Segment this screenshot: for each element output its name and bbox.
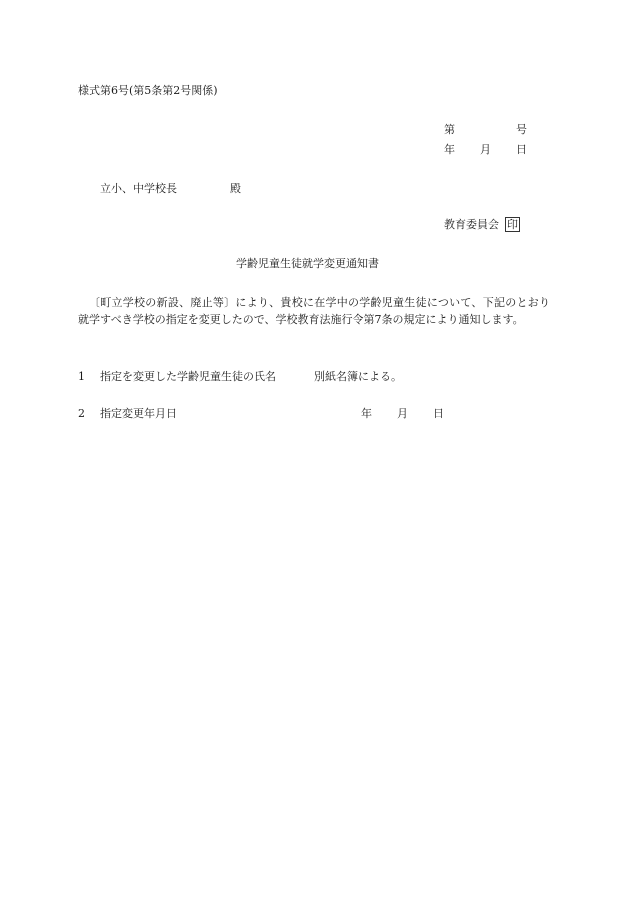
document-number — [444, 122, 544, 142]
change-date-year: 年 — [361, 407, 372, 420]
issue-date-month: 月 — [480, 143, 491, 156]
sender — [444, 217, 520, 232]
change-date-month: 月 — [397, 407, 408, 420]
document-title: 学齢児童生徒就学変更通知書 — [236, 257, 379, 270]
change-date-day: 日 — [433, 407, 444, 420]
addressee — [100, 181, 241, 196]
issue-date-day: 日 — [516, 143, 527, 156]
addressee-name: 立小、中学校長 — [100, 182, 177, 195]
document-number-suffix: 号 — [516, 123, 527, 136]
list-item — [78, 406, 558, 421]
document-number-date-block — [444, 122, 544, 162]
form-number: 様式第6号(第5条第2号関係) — [78, 84, 218, 97]
issue-date-year: 年 — [444, 143, 455, 156]
sender-name: 教育委員会 — [444, 218, 499, 231]
body-paragraph: 〔町立学校の新設、廃止等〕により、貴校に在学中の学齢児童生徒について、下記のとおり就学すべき学校の指定を変更したので、学校教育法施行令第7条の規定により通知します。 — [78, 296, 550, 326]
addressee-honorific: 殿 — [230, 182, 241, 195]
seal-mark: 印 — [507, 218, 518, 231]
item-label: 指定を変更した学齢児童生徒の氏名 — [100, 370, 276, 383]
list-item — [78, 369, 558, 384]
issue-date — [444, 142, 544, 162]
item-number: 2 — [78, 407, 85, 420]
item-value: 別紙名簿による。 — [314, 370, 402, 383]
document-number-prefix: 第 — [444, 123, 455, 136]
item-number: 1 — [78, 370, 85, 383]
item-label: 指定変更年月日 — [100, 407, 177, 420]
